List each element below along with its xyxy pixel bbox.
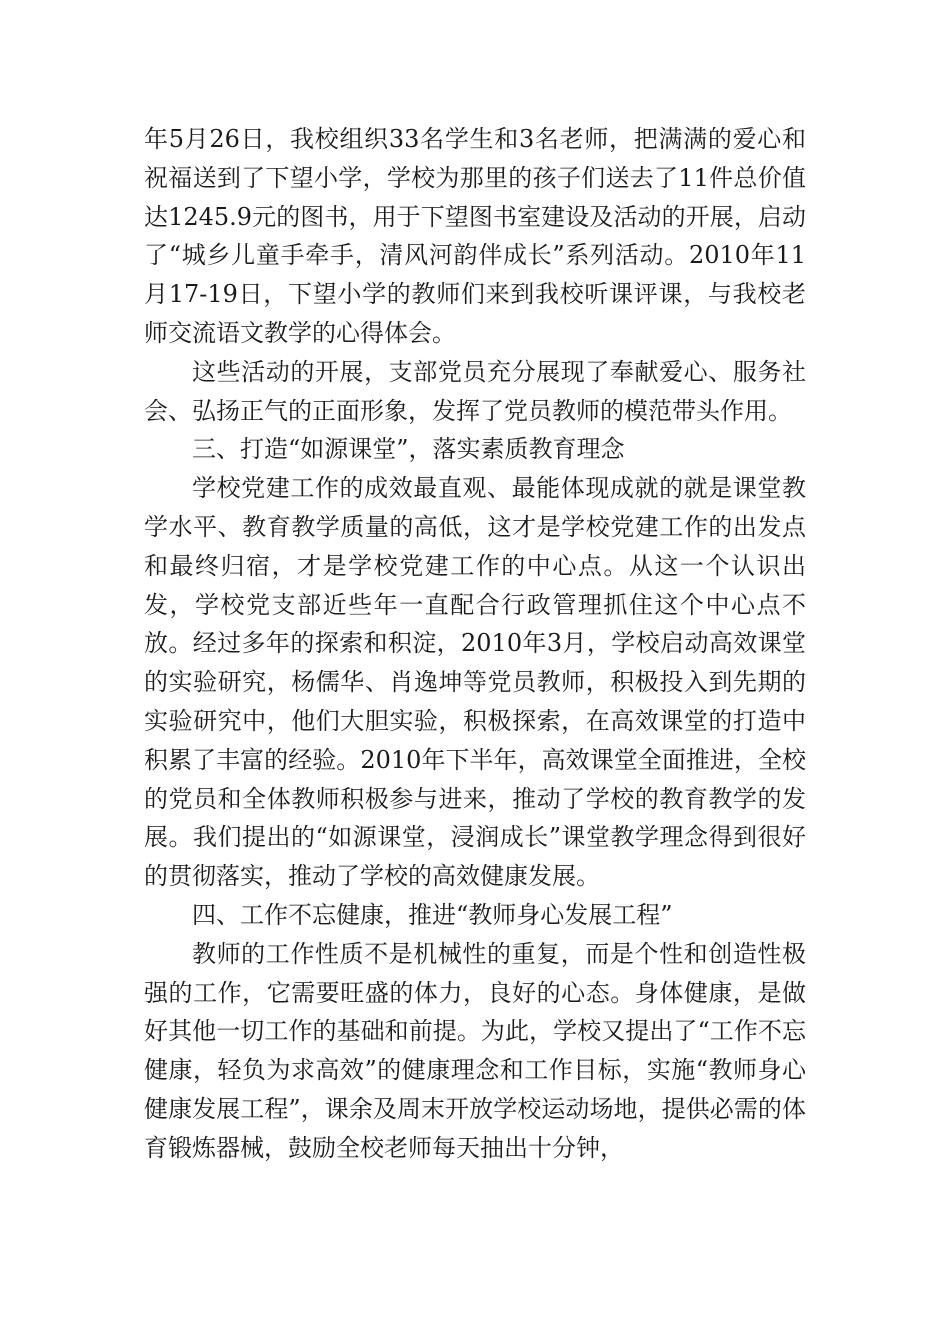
paragraph-activities-summary: 这些活动的开展，支部党员充分展现了奉献爱心、服务社会、弘扬正气的正面形象，发挥了党员教师的模范带头作用。 bbox=[144, 357, 806, 425]
paragraph-section-4-body: 教师的工作性质不是机械性的重复，而是个性和创造性极强的工作，它需要旺盛的体力，良好的心态。身体健康，是做好其他一切工作的基础和前提。为此，学校又提出了“工作不忘健康，轻负为求高效”的健康理念和工作目标，实施“教师身心健康发展工程”，课余及周末开放学校运动场地，提供必需的体育锻炼器械，鼓励全校老师每天抽出十分钟， bbox=[144, 939, 806, 1162]
section-heading-3: 三、打造“如源课堂”，落实素质教育理念 bbox=[192, 435, 625, 464]
document-page bbox=[144, 120, 806, 1168]
section-heading-4: 四、工作不忘健康，推进“教师身心发展工程” bbox=[192, 900, 673, 929]
paragraph-section-3-body: 学校党建工作的成效最直观、最能体现成就的就是课堂教学水平、教育教学质量的高低，这才是学校党建工作的出发点和最终归宿，才是学校党建工作的中心点。从这一个认识出发，学校党支部近些年一直配合行政管理抓住这个中心点不放。经过多年的探索和积淀，2010年3月，学校启动高效课堂的实验研究，杨儒华、肖逸坤等党员教师，积极投入到先期的实验研究中，他们大胆实验，积极探索，在高效课堂的打造中积累了丰富的经验。2010年下半年，高效课堂全面推进，全校的党员和全体教师积极参与进来，推动了学校的教育教学的发展。我们提出的“如源课堂，浸润成长”课堂教学理念得到很好的贯彻落实，推动了学校的高效健康发展。 bbox=[144, 474, 806, 891]
paragraph-continuation: 年5月26日，我校组织33名学生和3名老师，把满满的爱心和祝福送到了下望小学，学校为那里的孩子们送去了11件总价值达1245.9元的图书，用于下望图书室建设及活动的开展，启动了“城乡儿童手牵手，清风河韵伴成长”系列活动。2010年11月17-19日，下望小学的教师们来到我校听课评课，与我校老师交流语文教学的心得体会。 bbox=[144, 125, 806, 347]
